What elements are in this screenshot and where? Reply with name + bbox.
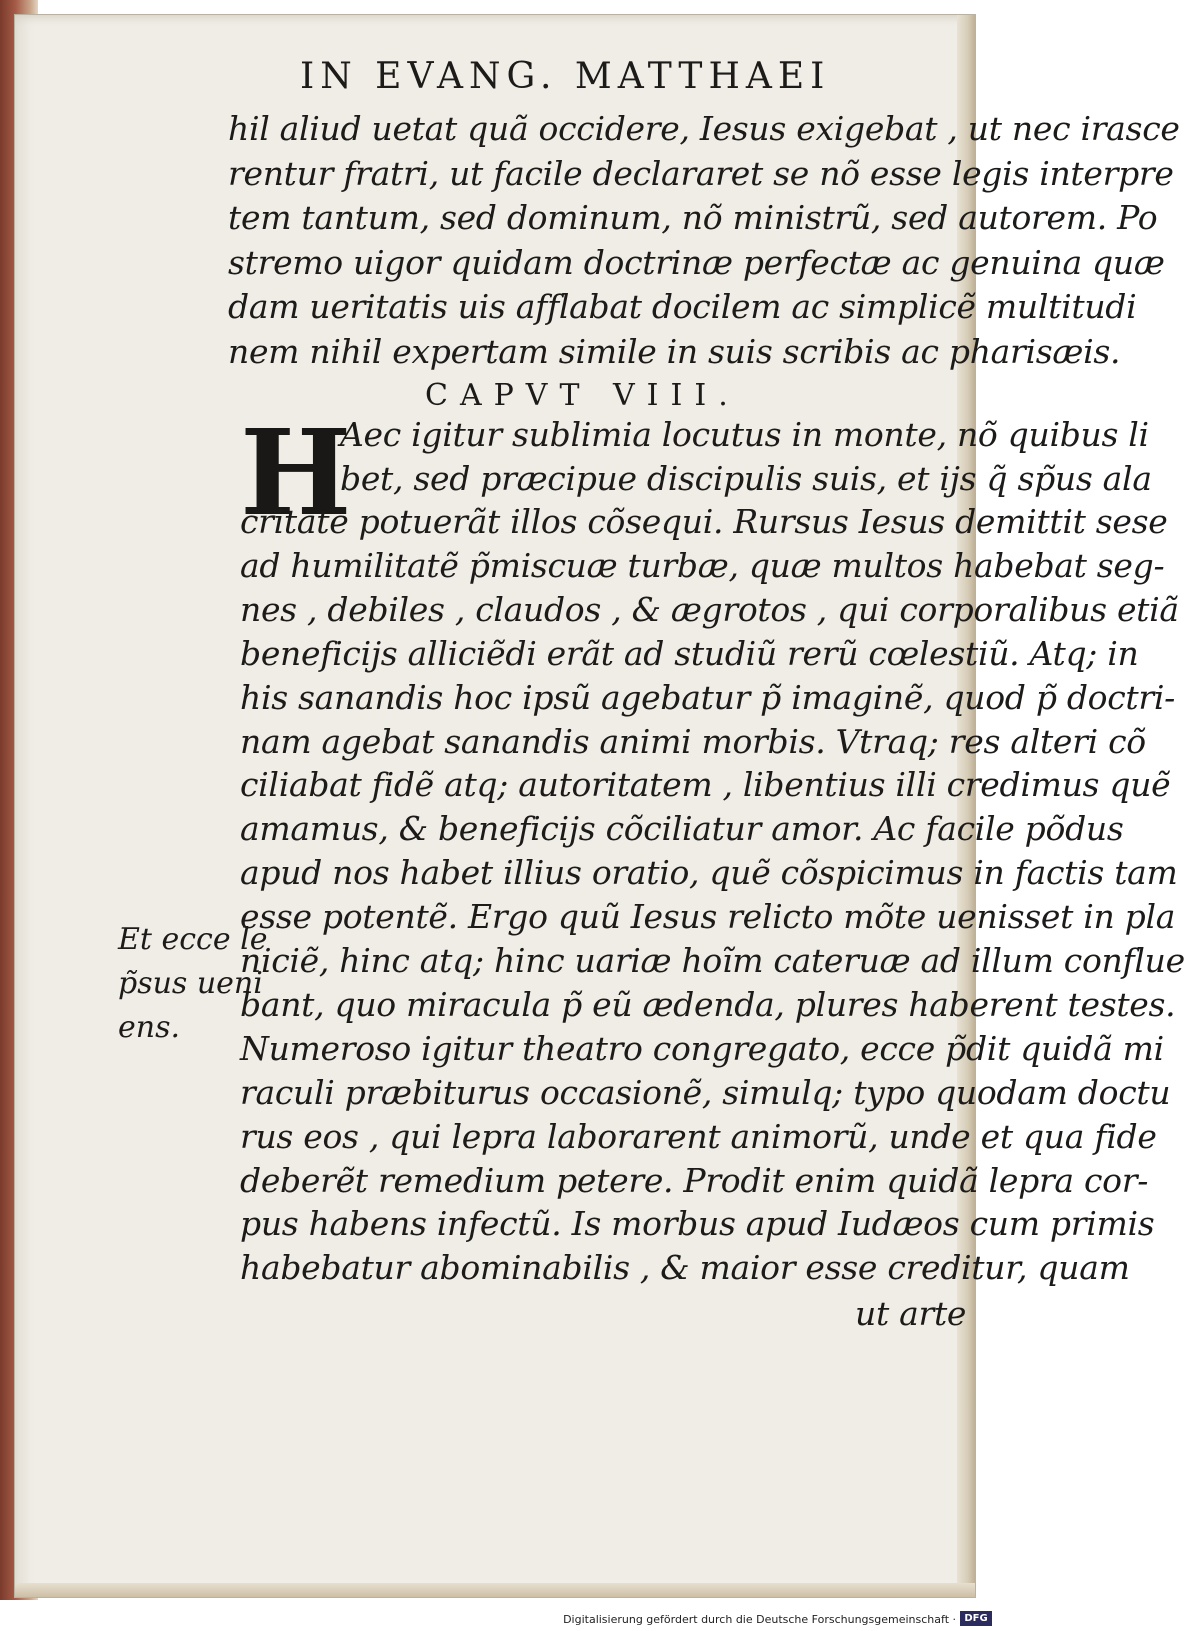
text-line: critate potuerãt illos cõsequi. Rursus Iesus demittit sese xyxy=(240,502,1168,541)
text-line: esse potentẽ. Ergo quũ Iesus relicto mõte uenisset in pla xyxy=(240,897,1176,937)
text-line: habebatur abominabilis , & maior esse creditur, quam xyxy=(240,1248,1130,1288)
margin-note-line: Et ecce le xyxy=(118,922,268,957)
text-line: ciliabat fidẽ atq; autoritatem , libentius illi credimus quẽ xyxy=(240,765,1171,805)
text-line: niciẽ, hinc atq; hinc uariæ hoĩm cateruæ ad illum conflue xyxy=(240,941,1185,980)
chapter-heading: CAPVT VIII. xyxy=(425,378,740,413)
text-line: hil aliud uetat quã occidere, Iesus exigebat , ut nec irasce xyxy=(228,109,1180,148)
margin-note-line: ens. xyxy=(118,1010,181,1045)
text-line: tem tantum, sed dominum, nõ ministrũ, sed autorem. Po xyxy=(228,198,1158,237)
text-line: bet, sed præcipue discipulis suis, et ijs q̃ sp̃us ala xyxy=(340,459,1152,498)
page-edge-bottom xyxy=(15,1583,975,1597)
drop-cap-initial: H xyxy=(240,403,352,542)
text-line: apud nos habet illius oratio, quẽ cõspicimus in factis tam xyxy=(240,853,1178,893)
text-line: Numeroso igitur theatro congregato, ecce p̃dit quidã mi xyxy=(240,1028,1164,1068)
footer-credit: Digitalisierung gefördert durch die Deutsche Forschungsgemeinschaft · xyxy=(563,1613,956,1626)
running-head: IN EVANG. MATTHAEI xyxy=(300,56,831,97)
text-line: pus habens infectũ. Is morbus apud Iudæos cum primis xyxy=(240,1204,1155,1244)
text-line: nam agebat sanandis animi morbis. Vtraq; res alteri cõ xyxy=(240,721,1146,761)
catchword: ut arte xyxy=(855,1294,967,1333)
text-line: Aec igitur sublimia locutus in monte, nõ quibus li xyxy=(340,415,1149,454)
text-line: dam ueritatis uis afflabat docilem ac simplicẽ multitudi xyxy=(228,287,1137,326)
text-line: his sanandis hoc ipsũ agebatur p̃ imaginẽ, quod p̃ doctri- xyxy=(240,677,1175,717)
margin-note-line: p̃sus ueni xyxy=(118,966,263,1001)
text-line: nes , debiles , claudos , & ægrotos , qui corporalibus etiã xyxy=(240,589,1179,629)
text-line: rentur fratri, ut facile declararet se nõ esse legis interpre xyxy=(228,153,1174,193)
dfg-logo: DFG xyxy=(960,1611,992,1626)
text-line: nem nihil expertam simile in suis scribis ac pharisæis. xyxy=(228,331,1121,371)
text-line: ad humilitatẽ p̃miscuæ turbæ, quæ multos habebat seg- xyxy=(240,545,1165,585)
text-line: raculi præbiturus occasionẽ, simulq; typo quodam doctu xyxy=(240,1072,1171,1112)
text-line: bant, quo miracula p̃ eũ ædenda, plures haberent testes. xyxy=(240,984,1176,1024)
text-line: beneficijs alliciẽdi erãt ad studiũ rerũ cœlestiũ. Atq; in xyxy=(240,633,1139,673)
text-line: stremo uigor quidam doctrinæ perfectæ ac genuina quæ xyxy=(228,242,1165,282)
text-line: deberẽt remedium petere. Prodit enim quidã lepra cor- xyxy=(240,1160,1149,1200)
text-line: rus eos , qui lepra laborarent animorũ, unde et qua fide xyxy=(240,1116,1157,1156)
text-line: amamus, & beneficijs cõciliatur amor. Ac facile põdus xyxy=(240,809,1124,849)
